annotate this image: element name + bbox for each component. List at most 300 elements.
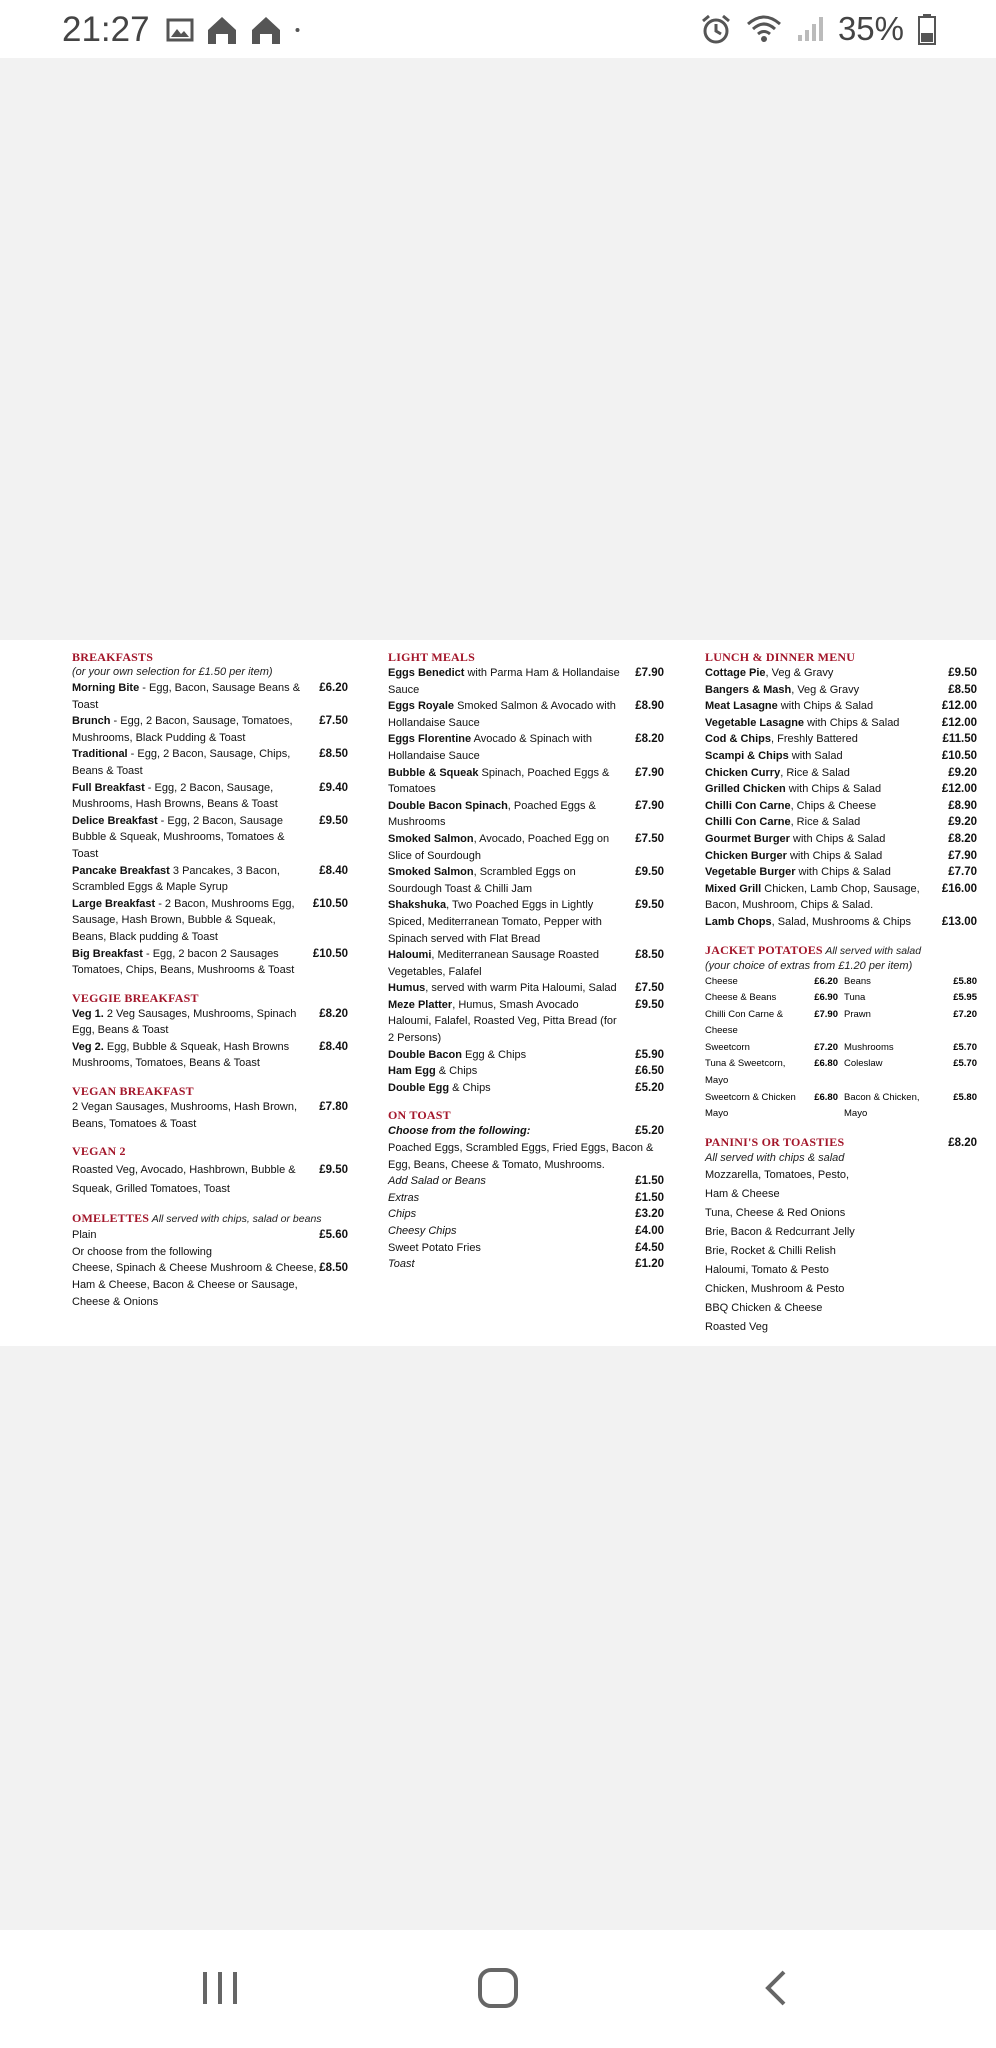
item-name: Veg 2. [72,1040,104,1053]
section-title-panini: PANINI'S OR TOASTIES [705,1134,845,1149]
item-description: - Egg, 2 bacon 2 Sausages Tomatoes, Chips, Beans, Mushrooms & Toast [72,947,295,977]
item-name: Vegetable Lasagne [705,716,805,729]
section-title-breakfasts: BREAKFASTS [72,650,154,664]
item-price: £7.90 [948,849,977,862]
menu-item [72,1227,348,1244]
item-desc [388,1063,664,1080]
item-name: Full Breakfast [72,781,145,794]
item-description: - Egg, 2 Bacon, Sausage, Mushrooms, Hash Browns, Beans & Toast [72,781,278,811]
menu-item [72,896,348,946]
item-price: £5.60 [319,1229,348,1242]
panini-list [705,1166,977,1337]
menu-item [72,813,348,863]
item-description: & Chips [449,1081,491,1094]
jacket-item: Chilli Con Carne & Cheese [705,1008,784,1037]
menu-item [705,881,977,914]
item-description: Egg, Bubble & Squeak, Hash Browns Mushrooms, Tomatoes, Beans & Toast [72,1040,290,1070]
item-price: £1.20 [635,1258,664,1271]
jacket-item: Sweetcorn & Chicken Mayo [705,1091,796,1120]
menu-item [72,1099,348,1132]
item-desc [705,881,977,914]
item-description: Smoked Salmon & Avocado with Hollandaise Sauce [388,700,616,729]
menu-item [388,1190,664,1207]
item-desc [705,731,977,748]
item-desc [72,680,348,713]
item-desc [72,863,348,896]
menu-item [72,863,348,896]
menu-column-3 [705,650,977,1337]
item-description: Chicken, Lamb Chop, Sausage, Bacon, Mushroom, Chips & Salad. [705,882,920,912]
item-price: £7.50 [319,715,348,728]
dot-icon [294,16,308,44]
item-description: , Rice & Salad [780,766,850,779]
item-name: Haloumi [388,949,432,962]
item-price: £8.20 [635,733,664,746]
home-icon [206,14,238,46]
menu-item [705,831,977,848]
item-desc [705,798,977,815]
jacket-item: Sweetcorn [705,1041,750,1053]
item-price: £9.50 [635,866,664,879]
menu-item [72,1161,348,1199]
panini-item: Haloumi, Tomato & Pesto [705,1264,829,1277]
section-title-jacket [705,943,977,959]
item-desc [705,682,977,699]
item-description: with Chips & Salad [795,866,891,879]
item-name: Bangers & Mash [705,683,792,696]
item-description: with Chips & Salad [777,700,874,713]
panini-item: Roasted Veg [705,1321,768,1334]
item-price: £1.50 [635,1191,664,1204]
item-description: , Humus, Smash Avocado Haloumi, Falafel, Roasted Veg, Pitta Bread (for 2 Persons) [388,998,617,1045]
item-price: £4.00 [635,1225,664,1237]
omelettes-choose [72,1244,348,1261]
jacket-note: (your choice of extras from £1.20 per item) [705,959,913,972]
item-description: - Egg, 2 Bacon, Sausage Bubble & Squeak, Mushrooms, Tomatoes & Toast [72,814,285,860]
item-name: Cod & Chips [705,733,771,746]
menu-item [72,713,348,746]
menu-item [72,1006,348,1039]
menu-item [388,980,664,997]
menu-item [388,1256,664,1273]
item-description: Spinach, Poached Eggs & Tomatoes [388,766,610,796]
item-desc: Choose from the following: [388,1125,531,1138]
item-desc: 2 Vegan Sausages, Mushrooms, Hash Brown, Beans, Tomatoes & Toast [72,1101,298,1130]
item-desc: Toast [388,1258,415,1271]
item-description: , Veg & Gravy [791,683,860,696]
jacket-title: JACKET POTATOES [705,942,823,957]
item-description: , Salad, Mushrooms & Chips [771,915,912,928]
item-price: £13.00 [941,915,977,928]
item-desc [705,848,977,865]
item-price: £1.50 [635,1175,664,1188]
menu-item [705,731,977,748]
item-description: , Avocado, Poached Egg on Slice of Sourdough [388,832,610,862]
item-name: Lamb Chops [705,915,772,928]
item-desc [72,1039,348,1072]
item-desc: Roasted Veg, Avocado, Hashbrown, Bubble & Squeak, Grilled Tomatoes, Toast [72,1164,296,1196]
item-desc [388,831,664,864]
item-description: 2 Veg Sausages, Mushrooms, Spinach Egg, Beans & Toast [72,1007,297,1037]
item-price: £12.00 [941,716,977,729]
item-desc [705,715,977,732]
item-name: Double Bacon Spinach [388,799,508,812]
item-desc [388,997,664,1047]
menu-item [388,1047,664,1064]
jacket-item: Tuna & Sweetcorn, Mayo [705,1058,786,1087]
item-name: Ham Egg [388,1065,436,1078]
gallery-icon [166,16,194,44]
item-price: £8.50 [319,1262,348,1275]
item-desc [705,698,977,715]
menu-item [705,864,977,881]
item-desc [388,665,664,698]
item-price: £12.00 [941,700,977,713]
section-title-on-toast: ON TOAST [388,1108,451,1123]
item-description: , Freshly Battered [771,733,858,746]
item-name: Veg 1. [72,1007,104,1020]
menu-item [388,1173,664,1190]
item-name: Chicken Curry [705,766,781,779]
item-desc [388,897,664,947]
item-price: £9.50 [319,1164,348,1177]
item-price: £7.70 [948,866,977,879]
item-price: £8.50 [635,949,664,962]
menu-item [388,947,664,980]
jacket-item: Cheese & Beans [705,992,777,1004]
item-price: £7.50 [635,832,664,845]
section-title-lunch-dinner: LUNCH & DINNER MENU [705,650,856,664]
clock: 21:27 [62,10,150,49]
item-description: with Chips & Salad [804,716,900,729]
breakfasts-note: (or your own selection for £1.50 per item) [72,666,273,678]
jacket-price: £6.20 [814,975,838,987]
panini-item: Mozzarella, Tomatoes, Pesto, [705,1169,850,1182]
menu-item [388,765,664,798]
item-name: Scampi & Chips [705,749,789,762]
jacket-price: £5.70 [953,1041,977,1053]
item-name: Traditional [72,748,128,761]
item-price: £9.50 [319,814,348,827]
item-desc [72,713,348,746]
choose-text: Or choose from the following [72,1245,213,1258]
menu-item [705,765,977,782]
jacket-item: Prawn [844,1008,871,1020]
item-name: Bubble & Squeak [388,766,479,779]
item-price: £8.40 [319,864,348,877]
jacket-price: £5.95 [953,992,977,1004]
item-description: with Chips & Salad [789,832,886,845]
item-desc [705,864,977,881]
menu-item [72,1039,348,1072]
item-description: Avocado & Spinach with Hollandaise Sauce [388,733,593,762]
menu-item [705,848,977,865]
item-price: £10.50 [312,897,348,910]
item-desc [388,947,664,980]
item-desc [72,780,348,813]
item-price: £7.80 [319,1101,348,1114]
menu-item [72,746,348,779]
item-price: £11.50 [942,733,977,746]
item-desc [705,665,977,682]
menu-item [388,1223,664,1240]
menu-item [705,798,977,815]
item-name: Double Egg [388,1081,450,1094]
item-price: £9.50 [948,667,977,679]
item-description: 3 Pancakes, 3 Bacon, Scrambled Eggs & Maple Syrup [72,864,280,894]
menu-item [388,1123,664,1140]
menu-column-2 [388,650,664,1273]
item-name: Big Breakfast [72,947,143,960]
item-name: Mixed Grill [705,882,762,895]
item-description: , Mediterranean Sausage Roasted Vegetables, Falafel [388,949,599,978]
menu-item [388,1063,664,1080]
item-price: £8.20 [948,1136,977,1149]
item-description: with Chips & Salad [786,849,883,862]
jacket-item: Cheese [705,975,738,987]
item-desc [72,1006,348,1039]
item-name: Cottage Pie [705,667,766,679]
menu-item [388,1140,664,1173]
item-name: Brunch [72,715,111,728]
menu-item [388,665,664,698]
menu-item [388,1080,664,1097]
omelettes-title: OMELETTES [72,1211,150,1226]
status-bar [0,0,996,58]
item-price: £10.50 [941,749,977,762]
menu-item [388,897,664,947]
item-desc [388,698,664,731]
item-description: with Parma Ham & Hollandaise Sauce [388,667,620,696]
menu-item [388,864,664,897]
jacket-item: Coleslaw [844,1058,883,1070]
menu-item [388,731,664,764]
item-name: Grilled Chicken [705,783,786,796]
item-price: £9.20 [948,766,977,779]
recent-apps-icon[interactable] [200,1966,240,2010]
menu-item [705,682,977,699]
jacket-price: £6.80 [814,1091,838,1103]
item-description: with Chips & Salad [785,783,882,796]
item-desc [72,813,348,863]
jacket-price: £7.90 [814,1008,838,1020]
panini-header [705,1135,977,1152]
menu-item [388,1240,664,1257]
item-name: Smoked Salmon [388,832,474,845]
item-desc [705,831,977,848]
panini-item: Brie, Bacon & Redcurrant Jelly [705,1226,855,1239]
item-name: Eggs Royale [388,700,455,713]
item-price: £8.90 [635,700,664,713]
menu-item [388,997,664,1047]
jacket-item: Tuna [844,992,866,1004]
menu-item [705,698,977,715]
item-description: with Salad [788,749,843,762]
item-description: - Egg, Bacon, Sausage Beans & Toast [72,682,301,711]
item-name: Vegetable Burger [705,866,796,879]
item-desc: Plain [72,1229,97,1242]
item-desc: Add Salad or Beans [388,1175,486,1188]
jacket-title-note: All served with salad [822,944,922,957]
item-desc [388,798,664,831]
menu-item [388,798,664,831]
item-description: , Poached Eggs & Mushrooms [388,799,596,829]
item-price: £7.50 [635,982,664,995]
item-price: £8.40 [319,1040,348,1053]
item-name: Eggs Benedict [388,667,465,679]
menu-item [388,831,664,864]
item-name: Shakshuka [388,899,447,912]
omelettes-note: All served with chips, salad or beans [149,1213,322,1226]
item-desc [72,946,348,979]
menu-image[interactable] [0,640,996,1346]
menu-item [705,781,977,798]
item-name: Pancake Breakfast [72,864,170,877]
item-price: £8.20 [319,1007,348,1020]
item-price: £16.00 [941,882,977,895]
lunch-list [705,665,977,931]
item-description: , served with warm Pita Haloumi, Salad [425,982,617,995]
item-description: , Rice & Salad [790,816,861,829]
item-description: - 2 Bacon, Mushrooms Egg, Sausage, Hash Brown, Bubble & Squeak, Beans, Black pudding & Toast [72,897,295,943]
item-price: £8.20 [948,832,977,845]
item-price: £3.20 [635,1208,664,1221]
home-icon [250,14,282,46]
jacket-price: £6.90 [814,992,838,1004]
item-price: £7.90 [635,766,664,779]
jacket-grid [705,974,977,1123]
back-icon[interactable] [760,1966,790,2010]
item-price: £4.50 [635,1241,664,1254]
item-price: £9.50 [635,899,664,912]
item-desc [388,1047,664,1064]
battery-icon [918,13,936,45]
item-description: , Veg & Gravy [765,667,834,679]
menu-item [72,680,348,713]
jacket-item: Bacon & Chicken, Mayo [844,1091,920,1120]
item-price: £7.90 [635,799,664,812]
menu-item [72,946,348,979]
home-button-icon[interactable] [476,1966,520,2010]
jacket-price: £6.80 [814,1058,838,1070]
item-price: £10.50 [312,947,348,960]
item-desc [388,731,664,764]
panini-item: Ham & Cheese [705,1188,780,1201]
item-name: Chilli Con Carne [705,799,791,812]
item-desc: Extras [388,1191,420,1204]
item-name: Delice Breakfast [72,814,158,827]
jacket-price: £7.20 [814,1041,838,1053]
item-name: Chilli Con Carne [705,816,791,829]
item-price: £5.20 [635,1125,664,1138]
item-desc [388,864,664,897]
item-price: £6.50 [635,1065,664,1078]
item-desc [388,1080,664,1097]
jacket-price: £5.80 [953,975,977,987]
item-desc: Poached Eggs, Scrambled Eggs, Fried Eggs, Bacon & Egg, Beans, Cheese & Tomato, Mushrooms. [388,1142,654,1171]
item-price: £12.00 [941,783,977,796]
item-price: £9.40 [319,781,348,794]
panini-note: All served with chips & salad [705,1152,845,1165]
item-desc [705,814,977,831]
item-name: Meat Lasagne [705,700,778,713]
jacket-price: £7.20 [953,1008,977,1020]
item-desc: Chips [388,1208,417,1221]
item-name: Meze Platter [388,998,453,1011]
alarm-icon [700,13,732,45]
item-description: & Chips [435,1065,478,1078]
item-description: - Egg, 2 Bacon, Sausage, Tomatoes, Mushrooms, Black Pudding & Toast [72,715,293,744]
item-price: £9.50 [635,998,664,1011]
item-desc [705,914,977,931]
item-price: £6.20 [319,682,348,694]
item-name: Humus [388,982,426,995]
item-desc [72,746,348,779]
item-desc: Cheese, Spinach & Cheese Mushroom & Cheese, Ham & Cheese, Bacon & Cheese or Sausage, Cheese & Onions [72,1262,317,1308]
item-desc: Sweet Potato Fries [388,1241,481,1254]
menu-item [72,1260,348,1310]
veggie-list [72,1006,348,1072]
item-desc [705,765,977,782]
signal-icon [796,15,824,43]
menu-item [388,698,664,731]
jacket-price: £5.80 [953,1091,977,1103]
menu-item [705,715,977,732]
item-desc [388,765,664,798]
breakfasts-list [72,680,348,979]
item-name: Eggs Florentine [388,733,472,746]
item-price: £5.20 [635,1081,664,1094]
item-description: , Chips & Cheese [790,799,877,812]
panini-item: Tuna, Cheese & Red Onions [705,1207,846,1220]
menu-item [72,780,348,813]
jacket-item: Beans [844,975,871,987]
item-price: £8.50 [319,748,348,761]
section-title-veggie: VEGGIE BREAKFAST [72,990,199,1005]
section-title-omelettes [72,1211,348,1227]
battery-percent: 35% [837,10,904,47]
item-description: Egg & Chips [461,1048,527,1061]
item-name: Chicken Burger [705,849,787,862]
item-desc: Cheesy Chips [388,1225,457,1237]
jacket-item: Mushrooms [844,1041,894,1053]
item-desc [705,748,977,765]
jacket-price: £5.70 [953,1058,977,1070]
navigation-bar [0,1930,996,2048]
item-description: - Egg, 2 Bacon, Sausage, Chips, Beans & Toast [72,748,291,777]
item-name: Gourmet Burger [705,832,790,845]
section-title-vegan: VEGAN BREAKFAST [72,1084,194,1099]
menu-item [705,814,977,831]
menu-item [705,665,977,682]
item-price: £7.90 [635,667,664,679]
menu-item [705,748,977,765]
item-name: Morning Bite [72,682,140,694]
item-desc [705,781,977,798]
menu-item [388,1206,664,1223]
light-meals-list [388,665,664,1096]
wifi-icon [746,13,782,45]
item-price: £8.50 [948,683,977,696]
item-price: £9.20 [948,816,977,829]
item-name: Large Breakfast [72,897,156,910]
item-name: Double Bacon [388,1048,462,1061]
panini-item: Chicken, Mushroom & Pesto [705,1283,845,1296]
item-name: Smoked Salmon [388,866,474,879]
section-title-vegan-2: VEGAN 2 [72,1144,126,1159]
item-price: £5.90 [635,1048,664,1061]
item-description: , Scrambled Eggs on Sourdough Toast & Chilli Jam [388,866,576,895]
